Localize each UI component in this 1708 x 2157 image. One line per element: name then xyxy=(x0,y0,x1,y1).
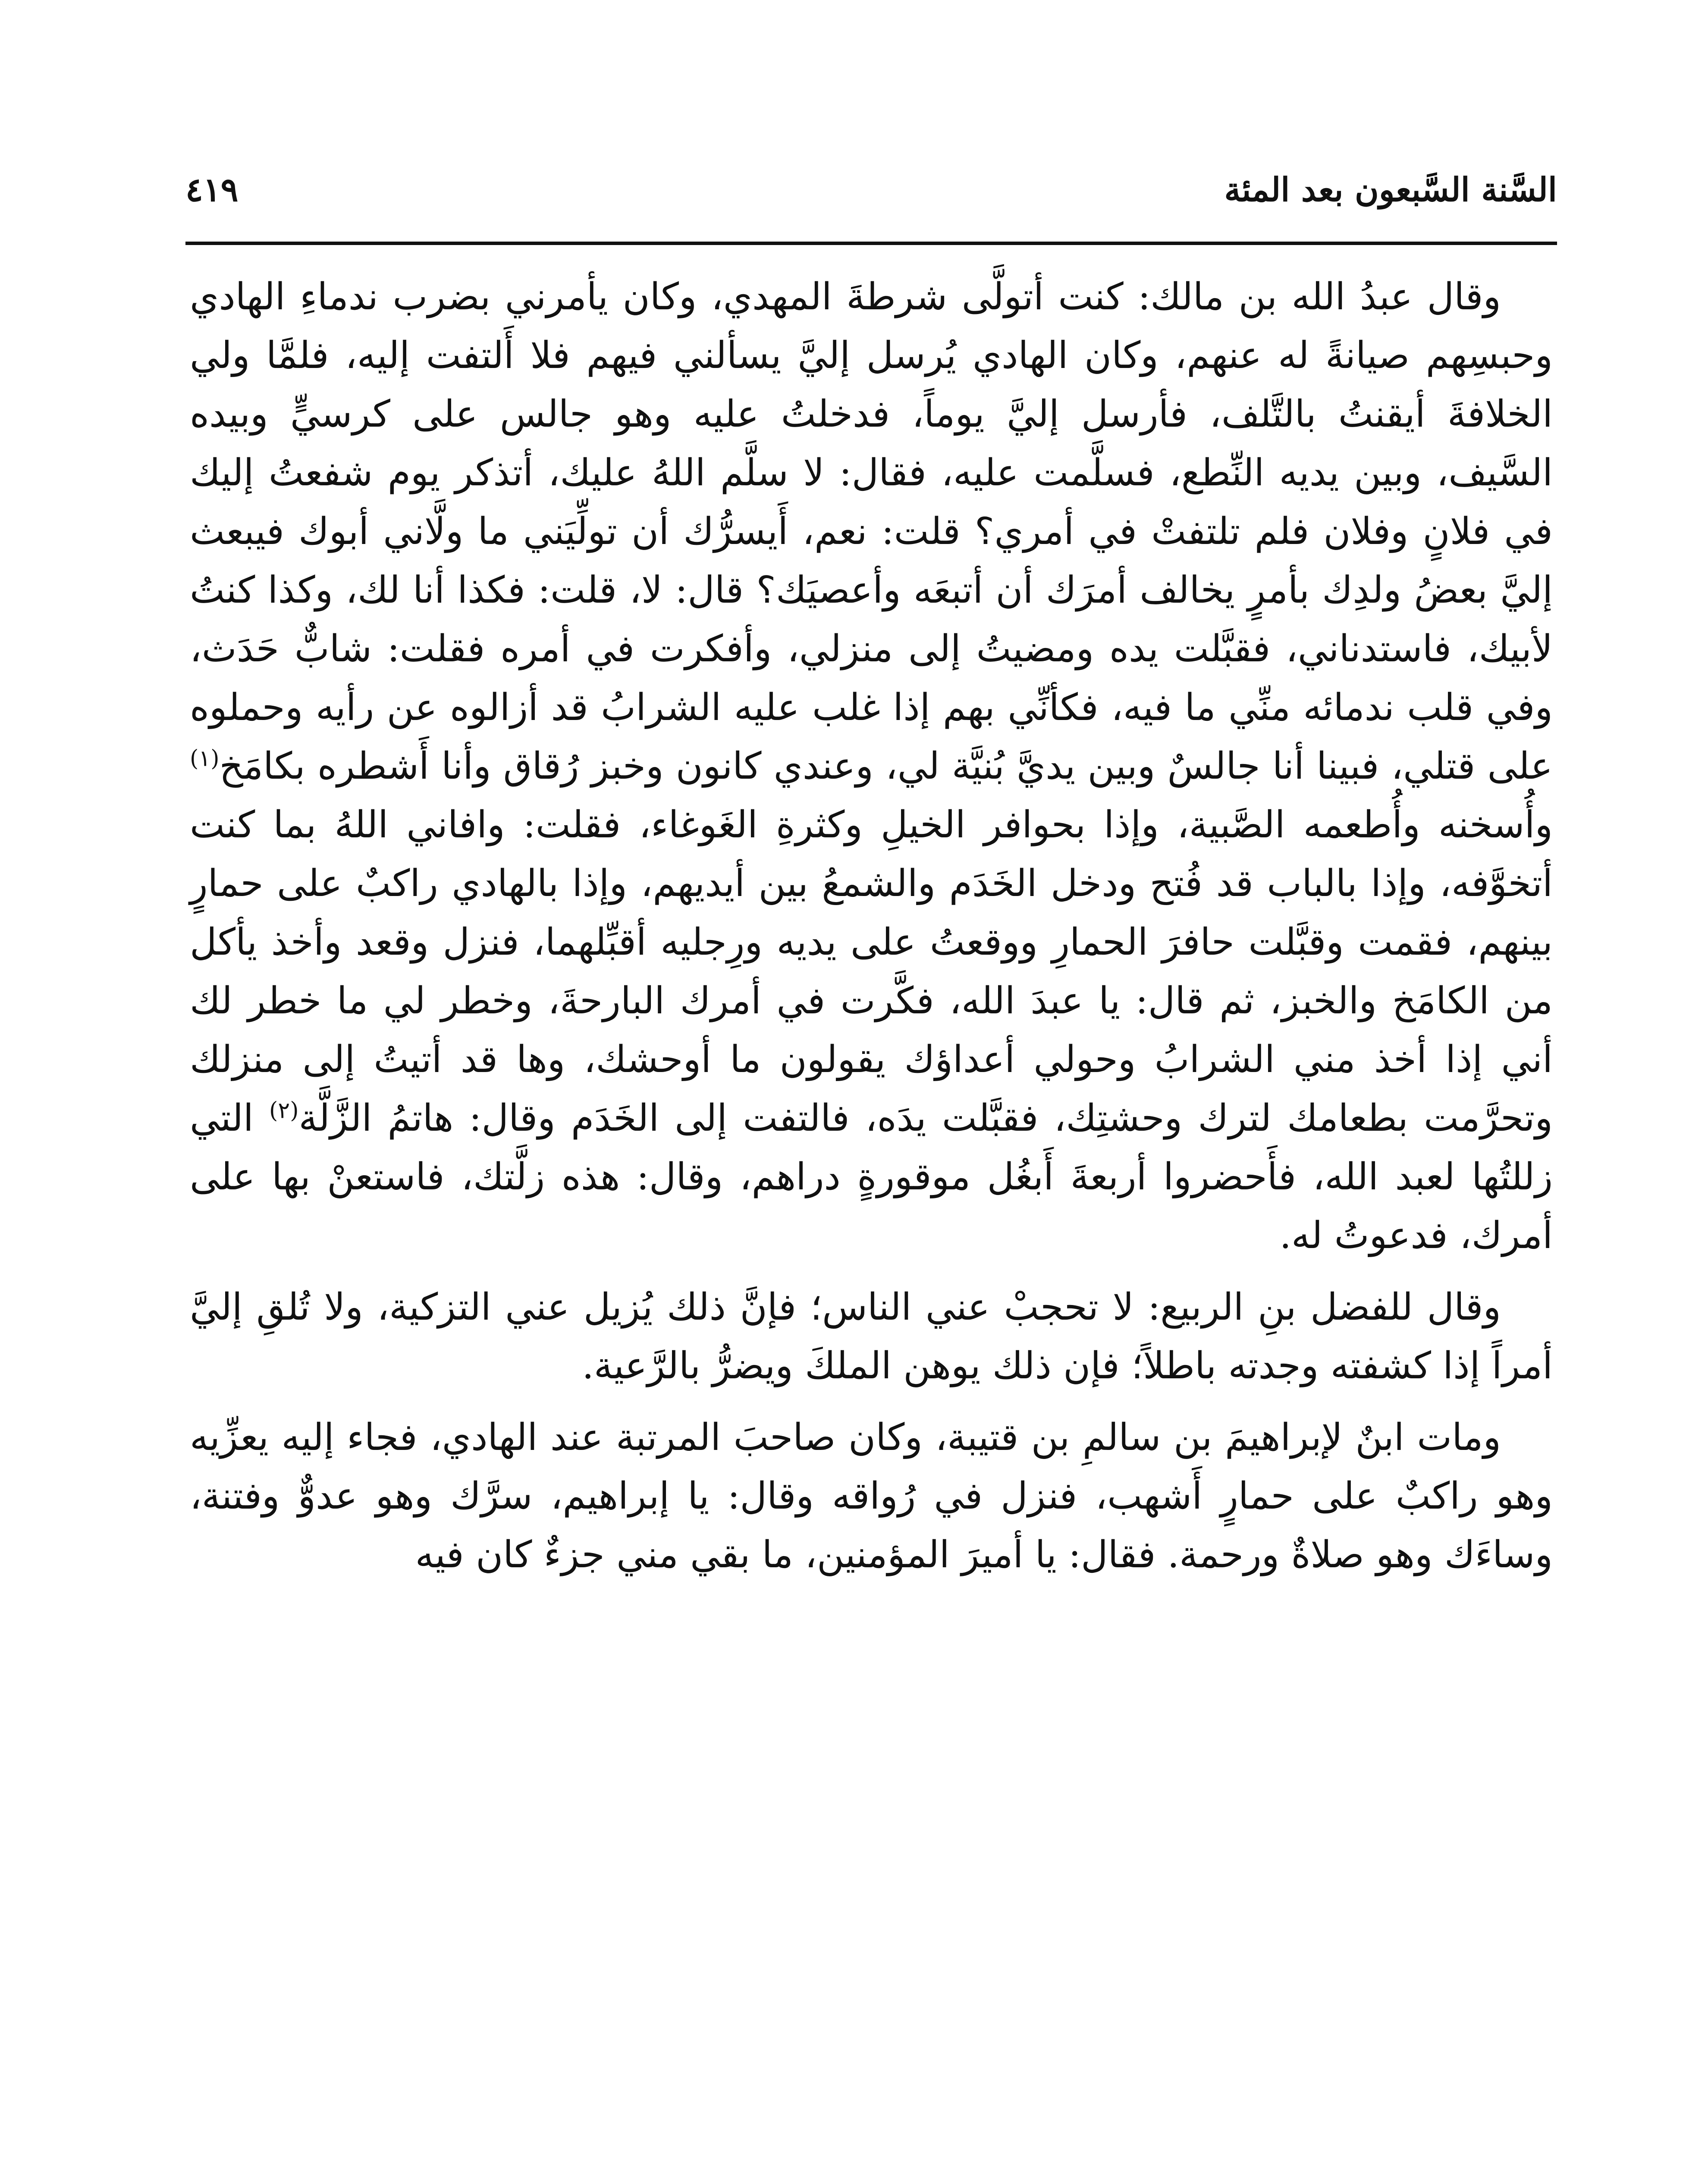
paragraph-text: ومات ابنٌ لإبراهيمَ بن سالمِ بن قتيبة، وكان صاحبَ المرتبة عند الهادي، فجاء إليه يعزِّيه وهو راكبٌ على حمارٍ أَشهب، فنزل في رُواقه وقال: يا إبراهيم، سرَّك وهو عدوٌّ وفتنة، وساءَك وهو صلاةٌ ورحمة. فقال: يا أميرَ المؤمنين، ما بقي مني جزءٌ كان فيه xyxy=(190,1416,1553,1576)
paragraph-ibrahim-ibn-salim xyxy=(190,1408,1553,1584)
page-header xyxy=(185,162,1557,222)
page-number: ٤١٩ xyxy=(185,170,239,209)
paragraph-text: التي زللتُها لعبد الله، فأَحضروا أربعةَ أَبغُل موقورةٍ دراهم، وقال: هذه زلَّتك، فاستعنْ بها على أمرك، فدعوتُ له. xyxy=(190,1097,1553,1257)
paragraph-fadl-ibn-rabi xyxy=(190,1278,1553,1395)
paragraph-text: وأُسخنه وأُطعمه الصَّبية، وإذا بحوافر الخيلِ وكثرةِ الغَوغاء، فقلت: وافاني اللهُ بما كنت أتخوَّفه، وإذا بالباب قد فُتح ودخل الخَدَم والشمعُ بين أيديهم، وإذا بالهادي راكبٌ على حمارٍ بينهم، فقمت وقبَّلت حافرَ الحمارِ ووقعتُ على يديه ورِجليه أقبِّلهما، فنزل وقعد وأخذ يأكل من الكامَخ والخبز، ثم قال: يا عبدَ الله، فكَّرت في أمرك البارحةَ، وخطر لي ما خطر لك أني إذا أخذ مني الشرابُ وحولي أعداؤك يقولون ما أوحشك، وها قد أتيتُ إلى منزلك وتحرَّمت بطعامك لترك وحشتِك، فقبَّلت يدَه، فالتفت إلى الخَدَم وقال: هاتمُ الزَّلَّة xyxy=(190,803,1553,1140)
paragraph-text: وقال للفضل بنِ الربيع: لا تحجبْ عني الناس؛ فإنَّ ذلك يُزيل عني التزكية، ولا تُلقِ إليَّ أمراً إذا كشفته وجدته باطلاً؛ فإن ذلك يوهن الملكَ ويضرُّ بالرَّعية. xyxy=(190,1286,1553,1387)
running-title: السَّنة السَّبعون بعد المئة xyxy=(1224,170,1557,209)
paragraph-abdallah-ibn-malik xyxy=(190,267,1553,1265)
header-divider xyxy=(185,242,1557,245)
paragraph-text: وقال عبدُ الله بن مالك: كنت أتولَّى شرطةَ المهدي، وكان يأمرني بضرب ندماءِ الهادي وحبسِهم صيانةً له عنهم، وكان الهادي يُرسل إليَّ يسألني فيهم فلا أَلتفت إليه، فلمَّا ولي الخلافةَ أيقنتُ بالتَّلف، فأرسل إليَّ يوماً، فدخلتُ عليه وهو جالس على كرسيٍّ وبيده السَّيف، وبين يديه النِّطع، فسلَّمت عليه، فقال: لا سلَّم اللهُ عليك، أتذكر يوم شفعتُ إليك في فلانٍ وفلان فلم تلتفتْ في أمري؟ قلت: نعم، أَيسرُّك أن تولِّيَني ما ولَّاني أبوك فيبعث إليَّ بعضُ ولدِك بأمرٍ يخالف أمرَك أن أتبعَه وأعصيَك؟ قال: لا، قلت: فكذا أنا لك، وكذا كنتُ لأبيك، فاستدناني، فقبَّلت يده ومضيتُ إلى منزلي، وأفكرت في أمره فقلت: شابٌّ حَدَث، وفي قلب ندمائه منِّي ما فيه، فكأنِّي بهم إذا غلب عليه الشرابُ قد أزالوه عن رأيه وحملوه على قتلي، فبينا أنا جالسٌ وبين يديَّ بُنيَّة لي، وعندي كانون وخبز رُقاق وأنا أَشطره بكامَخ xyxy=(190,275,1553,788)
footnote-marker-1: (١) xyxy=(190,745,220,772)
footnote-marker-2: (٢) xyxy=(269,1097,299,1124)
main-text xyxy=(190,267,1553,1584)
